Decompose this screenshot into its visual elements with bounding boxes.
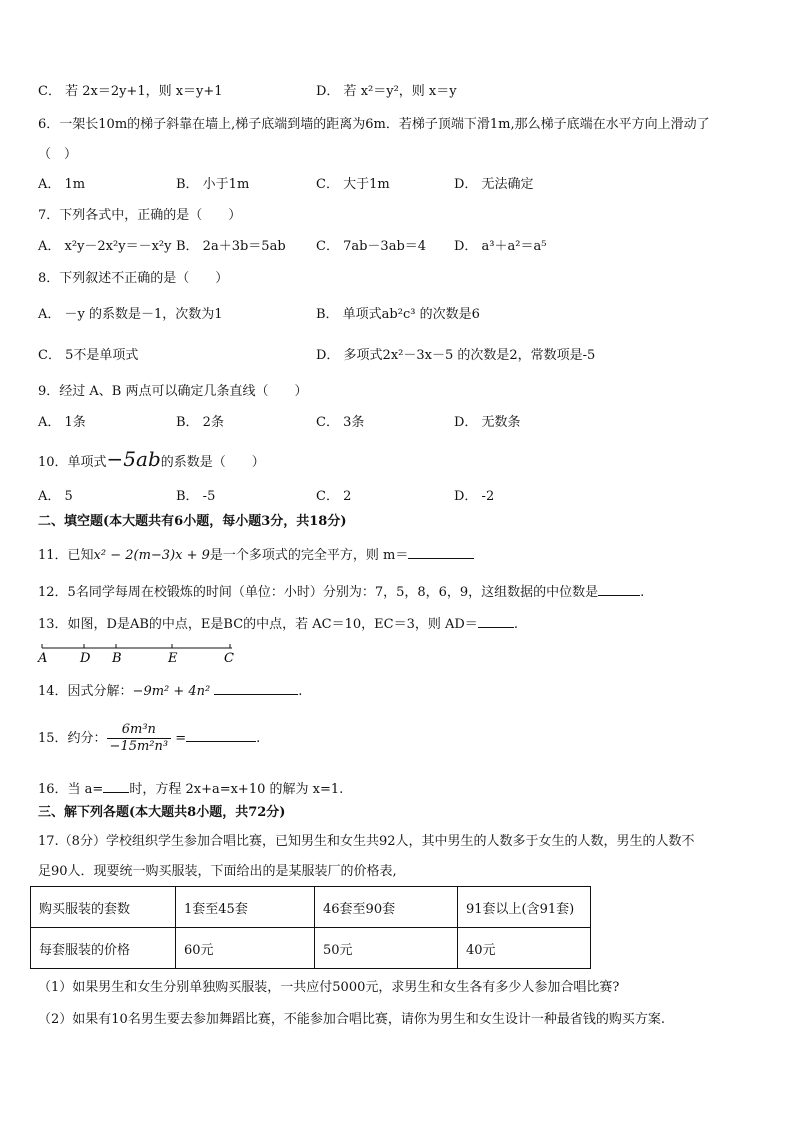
- point-label-c: C: [224, 651, 234, 666]
- q7-option-b: B． 2a＋3b＝5ab: [176, 239, 286, 254]
- table-cell: 购买服装的套数: [31, 887, 176, 928]
- q8-option-b: B． 单项式ab²c³ 的次数是6: [316, 307, 480, 322]
- section2-heading: 二、填空题(本大题共有6小题，每小题3分，共18分): [38, 514, 347, 529]
- q11: [38, 545, 474, 565]
- q14: [38, 681, 302, 701]
- q17-line1: 17.（8分）学校组织学生参加合唱比赛，已知男生和女生共92人，其中男生的人数多于女生的人数，男生的人数不: [38, 834, 695, 849]
- q14-end: .: [298, 684, 303, 699]
- q9-option-d: D． 无数条: [454, 415, 521, 430]
- q11-suffix: 是一个多项式的完全平方，则 m＝: [209, 548, 409, 563]
- q17-sub2: （2）如果有10名男生要去参加舞蹈比赛，不能参加合唱比赛，请你为男生和女生设计一种最省钱的购买方案.: [38, 1012, 665, 1027]
- q10-math: −5ab: [106, 447, 161, 471]
- q16-suffix: 时，方程 2x+a=x+10 的解为 x=1.: [129, 782, 344, 797]
- q10-stem: [38, 447, 265, 472]
- q15-denominator: −15m²n³: [109, 739, 169, 754]
- q10-option-b: B． -5: [176, 489, 216, 504]
- q9-option-a: A． 1条: [38, 415, 86, 430]
- table-cell: 60元: [176, 928, 315, 969]
- q13-text: 13．如图，D是AB的中点，E是BC的中点，若 AC＝10，EC＝3，则 AD＝: [38, 617, 478, 632]
- q9-option-c: C． 3条: [316, 415, 365, 430]
- q6-option-d: D． 无法确定: [454, 177, 534, 192]
- table-row: [31, 887, 591, 928]
- table-cell: 每套服装的价格: [31, 928, 176, 969]
- point-label-e: E: [168, 651, 178, 666]
- q5-option-c: C． 若 2x＝2y+1，则 x＝y+1: [38, 84, 223, 99]
- q7-option-c: C． 7ab－3ab＝4: [316, 239, 427, 254]
- q10-stem-suffix: 的系数是（ ）: [160, 455, 265, 470]
- q15-fraction: [107, 722, 172, 755]
- point-label-a: A: [38, 651, 48, 666]
- point-label-b: B: [112, 651, 122, 666]
- q15-end: .: [256, 731, 261, 746]
- table-cell: 1套至45套: [176, 887, 315, 928]
- q12-text: 12．5名同学每周在校锻炼的时间（单位：小时）分别为：7，5，8，6，9，这组数据的中位数是: [38, 585, 599, 600]
- q8-stem: 8．下列叙述不正确的是（ ）: [38, 271, 229, 286]
- q15-numerator: 6m³n: [107, 722, 172, 739]
- table-row: [31, 928, 591, 969]
- q6-option-a: A． 1m: [38, 177, 86, 192]
- q11-answer-blank[interactable]: [408, 545, 474, 559]
- q12-answer-blank[interactable]: [598, 582, 640, 596]
- q12-end: .: [640, 585, 645, 600]
- q14-prefix: 14．因式分解：: [38, 684, 133, 699]
- q13-answer-blank[interactable]: [478, 614, 514, 628]
- q6-option-b: B． 小于1m: [176, 177, 250, 192]
- section3-heading: 三、解下列各题(本大题共8小题，共72分): [38, 805, 286, 820]
- q10-option-d: D． -2: [454, 489, 495, 504]
- q7-option-d: D． a³＋a²＝a⁵: [454, 239, 547, 254]
- q12: [38, 582, 644, 602]
- q15-prefix: 15．约分：: [38, 731, 107, 746]
- q9-stem: 9．经过 A、B 两点可以确定几条直线（ ）: [38, 384, 308, 399]
- q8-option-c: C． 5不是单项式: [38, 348, 139, 363]
- table-cell: 91套以上(含91套): [458, 887, 591, 928]
- q13-segment-diagram: [36, 640, 236, 666]
- q14-answer-blank[interactable]: [214, 681, 298, 695]
- point-label-d: D: [80, 651, 91, 666]
- q7-option-a: A． x²y－2x²y＝－x²y: [38, 239, 172, 254]
- q11-math: x² − 2(m−3)x + 9: [93, 548, 210, 563]
- q16-answer-blank[interactable]: [103, 779, 129, 793]
- q11-prefix: 11．已知: [38, 548, 94, 563]
- q13: [38, 614, 518, 634]
- q9-option-b: B． 2条: [176, 415, 224, 430]
- q13-end: .: [513, 617, 518, 632]
- q6-stem-line1: 6．一架长10m的梯子斜靠在墙上,梯子底端到墙的距离为6m．若梯子顶端下滑1m,那么梯子底端在水平方向上滑动了: [38, 117, 710, 132]
- price-table: [30, 886, 591, 969]
- q8-option-d: D． 多项式2x²－3x－5 的次数是2，常数项是-5: [316, 348, 596, 363]
- q15: [38, 722, 260, 755]
- q8-option-a: A． －y 的系数是－1，次数为1: [38, 307, 223, 322]
- q16-prefix: 16．当 a=: [38, 782, 104, 797]
- table-cell: 50元: [315, 928, 458, 969]
- q17-sub1: （1）如果男生和女生分别单独购买服装，一共应付5000元，求男生和女生各有多少人参加合唱比赛?: [38, 980, 620, 995]
- q6-stem-line2: （ ）: [38, 147, 78, 162]
- q16: [38, 779, 343, 799]
- q10-stem-prefix: 10．单项式: [38, 455, 107, 470]
- table-cell: 46套至90套: [315, 887, 458, 928]
- q14-math: −9m² + 4n²: [132, 684, 211, 699]
- q17-line2: 足90人．现要统一购买服装，下面给出的是某服装厂的价格表,: [38, 864, 397, 879]
- table-cell: 40元: [458, 928, 591, 969]
- q15-equals: =: [175, 731, 187, 746]
- q7-stem: 7．下列各式中，正确的是（ ）: [38, 208, 242, 223]
- q10-option-a: A． 5: [38, 489, 73, 504]
- q5-option-d: D． 若 x²＝y²，则 x＝y: [316, 84, 457, 99]
- q6-option-c: C． 大于1m: [316, 177, 390, 192]
- q15-answer-blank[interactable]: [186, 728, 256, 742]
- q10-option-c: C． 2: [316, 489, 352, 504]
